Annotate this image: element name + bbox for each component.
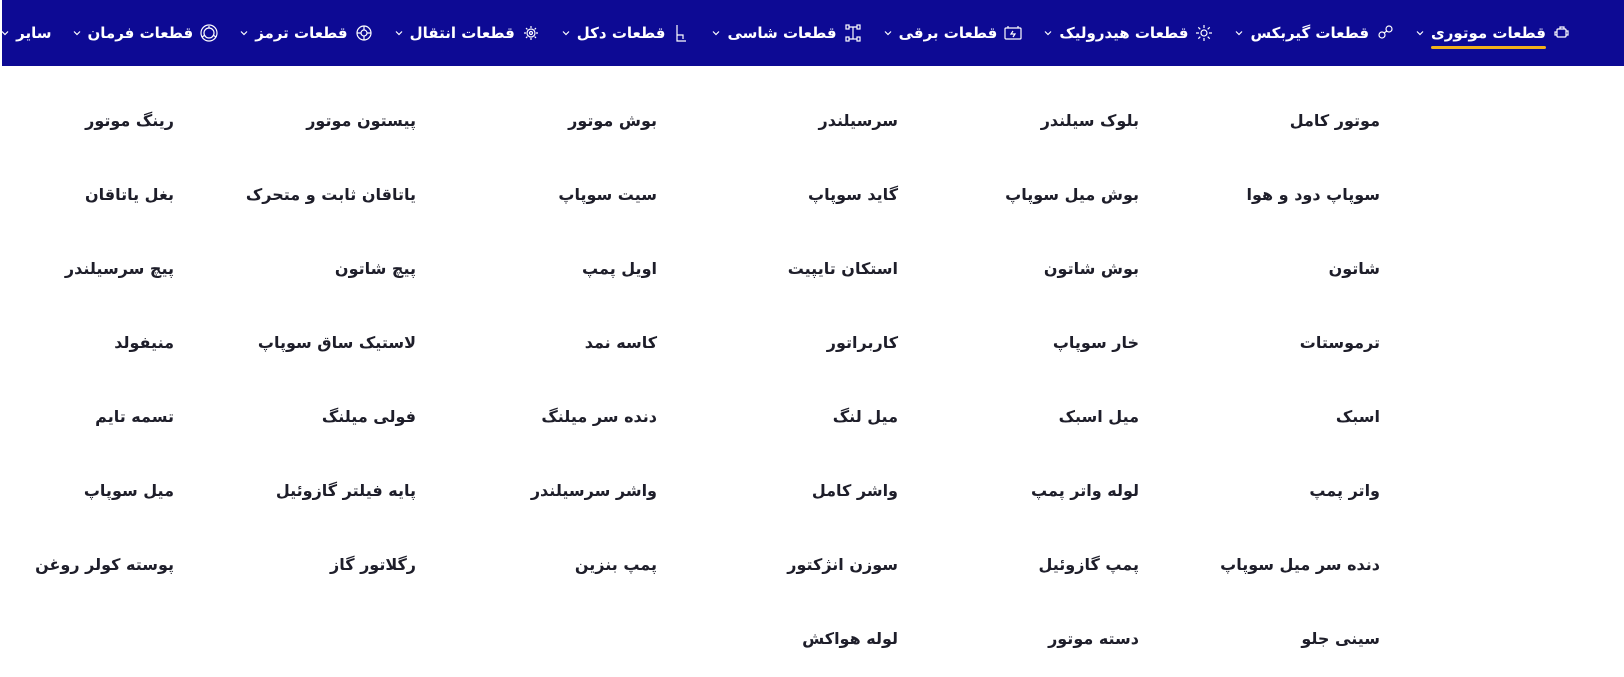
mega-menu-link[interactable]: سرسیلندر bbox=[818, 111, 898, 130]
battery-icon bbox=[1003, 23, 1023, 43]
mega-menu-link[interactable]: کاسه نمد bbox=[584, 333, 657, 352]
mega-menu-link[interactable]: لاستیک ساق سوپاپ bbox=[257, 333, 416, 352]
mega-menu-link[interactable]: سیت سوپاپ bbox=[558, 185, 657, 204]
mega-menu-link[interactable]: پمپ بنزین bbox=[574, 555, 657, 574]
nav-item-5[interactable] bbox=[561, 0, 692, 66]
nav-item-label: قطعات برقی bbox=[898, 24, 998, 42]
mega-menu-link[interactable]: کاربراتور bbox=[826, 333, 898, 352]
chevron-down-icon bbox=[711, 28, 721, 38]
mega-menu-link[interactable]: تسمه تایم bbox=[95, 407, 174, 426]
mega-menu-link[interactable]: پمپ گازوئیل bbox=[1038, 555, 1139, 574]
nav-item-2[interactable] bbox=[1043, 0, 1214, 66]
mega-menu-link[interactable]: بوش میل سوپاپ bbox=[1005, 185, 1139, 204]
mega-menu-link[interactable]: میل لنگ bbox=[832, 407, 898, 426]
mega-menu-link[interactable]: اویل پمپ bbox=[582, 259, 657, 278]
main-navbar bbox=[2, 0, 1624, 66]
nav-item-4[interactable] bbox=[711, 0, 862, 66]
mega-menu-column-4 bbox=[417, 110, 657, 628]
nav-item-label: قطعات هیدرولیک bbox=[1059, 24, 1189, 42]
nav-item-0[interactable] bbox=[1415, 0, 1572, 66]
nav-item-3[interactable] bbox=[883, 0, 1024, 66]
brake-icon bbox=[354, 23, 374, 43]
mega-menu-link[interactable]: پیچ شاتون bbox=[334, 259, 416, 278]
nav-item-label: قطعات گیربکس bbox=[1250, 24, 1370, 42]
mega-menu-link[interactable]: سوپاپ دود و هوا bbox=[1246, 185, 1380, 204]
mega-menu-link[interactable]: بلوک سیلندر bbox=[1040, 111, 1139, 130]
transmission-gear-icon bbox=[521, 23, 541, 43]
mega-menu-column-1 bbox=[1140, 110, 1380, 677]
nav-item-label: قطعات دکل bbox=[576, 24, 666, 42]
mega-menu-column-6 bbox=[0, 110, 174, 628]
mega-menu-link[interactable]: لوله هواکش bbox=[802, 629, 898, 648]
mega-menu-link[interactable]: میل سوپاپ bbox=[83, 481, 174, 500]
mega-menu-link[interactable]: پوسته کولر روغن bbox=[35, 555, 174, 574]
mega-menu-link[interactable]: گاید سوپاپ bbox=[808, 185, 898, 204]
mega-menu-link[interactable]: ترموستات bbox=[1299, 333, 1380, 352]
mega-menu-link[interactable]: پایه فیلتر گازوئیل bbox=[275, 481, 416, 500]
nav-item-6[interactable] bbox=[394, 0, 541, 66]
nav-item-label: قطعات فرمان bbox=[87, 24, 194, 42]
mega-menu-column-3 bbox=[658, 110, 898, 677]
chevron-down-icon bbox=[1043, 28, 1053, 38]
nav-item-label: قطعات شاسی bbox=[727, 24, 837, 42]
nav-item-label: قطعات موتوری bbox=[1431, 24, 1546, 42]
mega-menu-link[interactable]: شاتون bbox=[1328, 259, 1380, 278]
mega-menu-link[interactable]: یاتاقان ثابت و متحرک bbox=[245, 185, 416, 204]
mega-menu-link[interactable]: سوزن انژکتور bbox=[787, 555, 898, 574]
mega-menu-link[interactable]: بوش موتور bbox=[568, 111, 657, 130]
mega-menu-link[interactable]: استکان تایپیت bbox=[787, 259, 898, 278]
mega-menu-link[interactable]: خار سوپاپ bbox=[1052, 333, 1139, 352]
mega-menu-link[interactable]: واشر کامل bbox=[811, 481, 898, 500]
nav-item-8[interactable] bbox=[72, 0, 220, 66]
mega-menu-link[interactable]: بغل یاتاقان bbox=[84, 185, 174, 204]
nav-item-1[interactable] bbox=[1234, 0, 1395, 66]
mast-icon bbox=[671, 23, 691, 43]
mega-menu-link[interactable]: دسته موتور bbox=[1048, 629, 1139, 648]
mega-menu-link[interactable]: دنده سر میل سوپاپ bbox=[1220, 555, 1380, 574]
mega-menu-link[interactable]: منیفولد bbox=[114, 333, 174, 352]
nav-item-label: قطعات ترمز bbox=[255, 24, 348, 42]
mega-menu-link[interactable]: پیچ سرسیلندر bbox=[64, 259, 174, 278]
nav-item-label: سایر bbox=[16, 24, 52, 42]
chevron-down-icon bbox=[1234, 28, 1244, 38]
mega-menu-link[interactable]: پیستون موتور bbox=[306, 111, 416, 130]
nav-item-7[interactable] bbox=[239, 0, 373, 66]
mega-menu-link[interactable]: میل اسبک bbox=[1058, 407, 1139, 426]
chevron-down-icon bbox=[883, 28, 893, 38]
chevron-down-icon bbox=[72, 28, 82, 38]
mega-menu-column-2 bbox=[899, 110, 1139, 677]
chassis-icon bbox=[843, 23, 863, 43]
chevron-down-icon bbox=[394, 28, 404, 38]
nav-item-label: قطعات انتقال bbox=[409, 24, 515, 42]
chevron-down-icon bbox=[239, 28, 249, 38]
mega-menu-link[interactable]: دنده سر میلنگ bbox=[541, 407, 657, 426]
chevron-down-icon bbox=[0, 28, 10, 38]
nav-list bbox=[2, 0, 1624, 66]
steering-wheel-icon bbox=[199, 23, 219, 43]
hydraulic-gear-icon bbox=[1194, 23, 1214, 43]
mega-menu-link[interactable]: بوش شاتون bbox=[1043, 259, 1139, 278]
mega-menu-link[interactable]: اسبک bbox=[1335, 407, 1380, 426]
mega-menu-column-5 bbox=[176, 110, 416, 628]
nav-item-9[interactable] bbox=[0, 0, 51, 66]
chevron-down-icon bbox=[561, 28, 571, 38]
mega-menu-link[interactable]: رینگ موتور bbox=[85, 111, 174, 130]
mega-menu-engine-parts bbox=[0, 66, 1624, 677]
mega-menu-link[interactable]: لوله واتر پمپ bbox=[1031, 481, 1139, 500]
mega-menu-link[interactable]: واتر پمپ bbox=[1309, 481, 1380, 500]
mega-menu-link[interactable]: موتور کامل bbox=[1289, 111, 1380, 130]
engine-icon bbox=[1552, 23, 1572, 43]
mega-menu-link[interactable]: واشر سرسیلندر bbox=[530, 481, 657, 500]
mega-menu-link[interactable]: فولی میلنگ bbox=[321, 407, 416, 426]
gearbox-icon bbox=[1375, 23, 1395, 43]
chevron-down-icon bbox=[1415, 28, 1425, 38]
mega-menu-link[interactable]: سینی جلو bbox=[1301, 629, 1380, 648]
mega-menu-link[interactable]: رگلاتور گاز bbox=[329, 555, 416, 574]
